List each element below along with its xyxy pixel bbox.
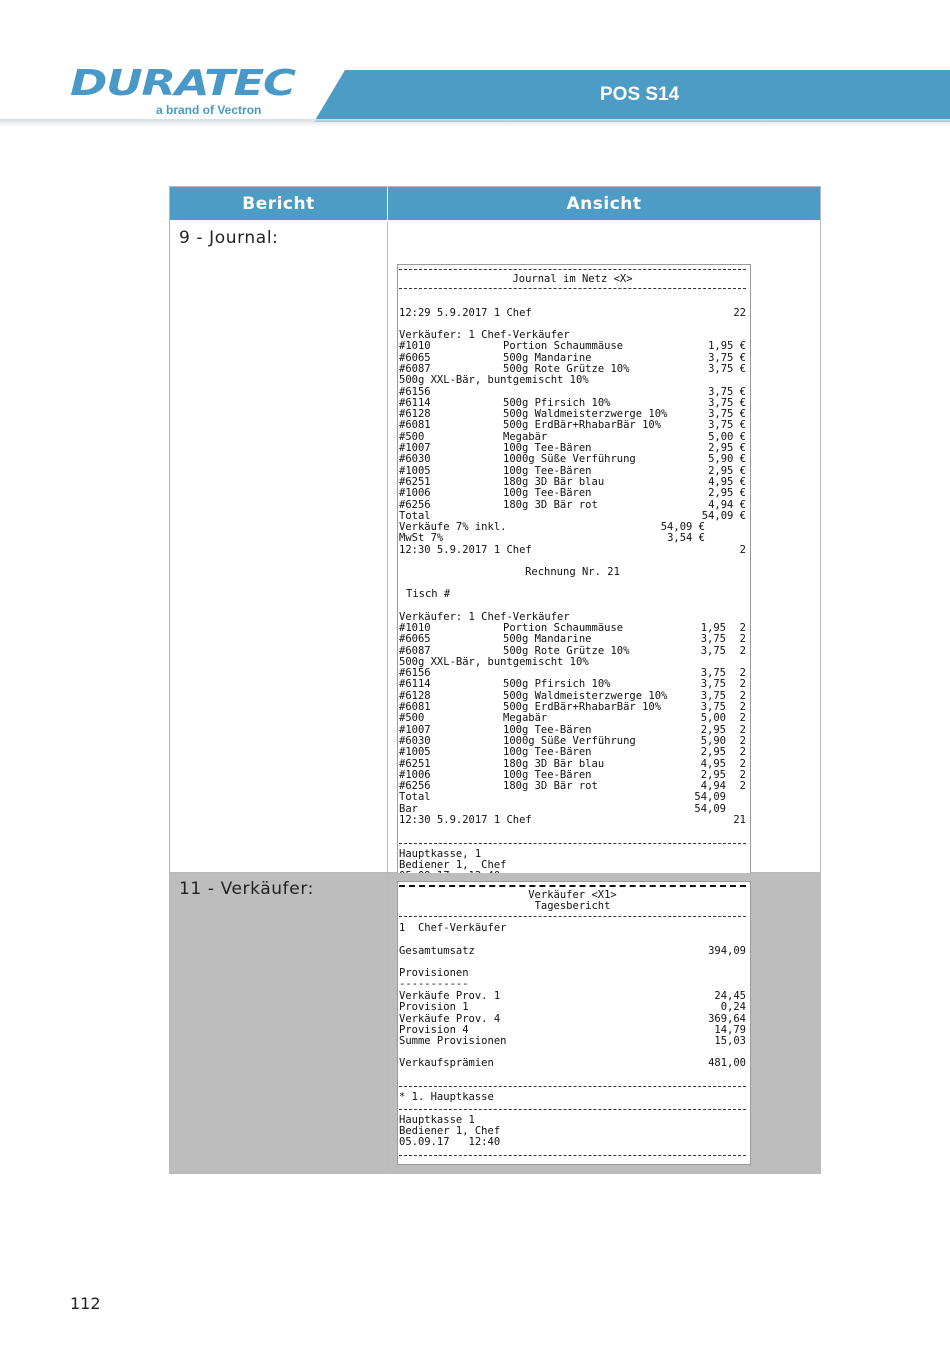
receipt-text: Portion Schaummäuse bbox=[503, 622, 624, 634]
journal-item-line bbox=[399, 691, 746, 702]
receipt-text: * 1. Hauptkasse bbox=[399, 1092, 494, 1103]
receipt-line bbox=[399, 533, 746, 544]
receipt-text: Hauptkasse 1 bbox=[399, 1115, 475, 1126]
receipt-text: 481,00 bbox=[708, 1058, 746, 1069]
receipt-text: 2 bbox=[739, 713, 746, 725]
receipt-separator bbox=[399, 1109, 746, 1110]
receipt-text: #1010 bbox=[399, 622, 431, 634]
receipt-text: Bar bbox=[399, 803, 418, 815]
receipt-text: 3,75 bbox=[700, 634, 726, 646]
receipt-text: 3,75 bbox=[700, 668, 726, 680]
receipt-text: 3,75 € bbox=[708, 420, 746, 432]
receipt-text: 2 bbox=[739, 702, 746, 713]
receipt-text: #6030 bbox=[399, 454, 431, 466]
receipt-line bbox=[399, 979, 746, 990]
receipt-text: 2,95 € bbox=[708, 443, 746, 454]
receipt-text: #6251 bbox=[399, 758, 431, 770]
receipt-text: Total bbox=[399, 792, 431, 804]
receipt-text: 180g 3D Bär rot bbox=[503, 499, 598, 511]
receipt-text: 2 bbox=[739, 668, 746, 680]
receipt-text: #1006 bbox=[399, 769, 431, 781]
report-table bbox=[169, 186, 821, 1174]
journal-title: Journal im Netz <X> bbox=[512, 274, 633, 285]
receipt-text: 4,94 bbox=[700, 781, 726, 793]
receipt-text: #6128 bbox=[399, 409, 431, 421]
receipt-text: Verkäufer: 1 Chef-Verkäufer bbox=[399, 330, 570, 341]
receipt-text: 3,54 € bbox=[667, 533, 705, 545]
receipt-text: 100g Tee-Bären bbox=[503, 724, 592, 736]
receipt-text: 2 bbox=[739, 679, 746, 691]
receipt-text: #6251 bbox=[399, 476, 431, 488]
column-divider bbox=[387, 873, 388, 1173]
receipt-text: 3,75 € bbox=[708, 397, 746, 409]
product-title: POS S14 bbox=[600, 84, 680, 105]
receipt-line bbox=[399, 1115, 746, 1126]
journal-item-line bbox=[399, 420, 746, 431]
receipt-text: #6256 bbox=[399, 781, 431, 793]
journal-item-line bbox=[399, 488, 746, 499]
receipt-text: #6081 bbox=[399, 420, 431, 432]
receipt-text: #1007 bbox=[399, 443, 431, 454]
receipt-line bbox=[399, 804, 746, 815]
receipt-text: Gesamtumsatz bbox=[399, 946, 475, 957]
journal-item-line bbox=[399, 679, 746, 690]
receipt-text: 2 bbox=[739, 622, 746, 634]
receipt-line bbox=[399, 815, 746, 826]
receipt-text: 500g XXL-Bär, buntgemischt 10% bbox=[399, 656, 589, 668]
receipt-text: Megabär bbox=[503, 713, 548, 725]
receipt-text: #6128 bbox=[399, 690, 431, 702]
logo-subtitle: a brand of Vectron bbox=[156, 103, 262, 117]
journal-item-line bbox=[399, 725, 746, 736]
receipt-line bbox=[399, 1092, 746, 1103]
receipt-separator bbox=[399, 916, 746, 917]
receipt-text: 2,95 € bbox=[708, 465, 746, 477]
receipt-text: 3,75 € bbox=[708, 409, 746, 421]
receipt-line bbox=[399, 860, 746, 871]
receipt-text: 3,75 bbox=[700, 679, 726, 691]
receipt-line bbox=[399, 274, 746, 285]
receipt-text: 24,45 bbox=[714, 991, 746, 1002]
receipt-text: 500g Waldmeisterzwerge 10% bbox=[503, 409, 668, 421]
receipt-text: 0,24 bbox=[720, 1002, 746, 1014]
receipt-text: #1006 bbox=[399, 488, 431, 500]
receipt-line bbox=[399, 890, 746, 901]
logo-wordmark: DURATEC bbox=[70, 63, 295, 104]
receipt-text: 54,09 bbox=[694, 792, 726, 804]
receipt-text: 2 bbox=[739, 724, 746, 736]
receipt-text: #6087 bbox=[399, 645, 431, 657]
receipt-text: Summe Provisionen bbox=[399, 1036, 507, 1048]
seller-report-title: Verkäufer <X1> bbox=[528, 890, 617, 901]
receipt-text: Provisionen bbox=[399, 968, 469, 979]
receipt-text: 500g XXL-Bär, buntgemischt 10% bbox=[399, 375, 589, 387]
receipt-text: 21 bbox=[733, 815, 746, 826]
receipt-text: #500 bbox=[399, 713, 425, 725]
receipt-text: 5,90 € bbox=[708, 454, 746, 466]
table-row-journal bbox=[170, 222, 820, 873]
journal-item-line bbox=[399, 500, 746, 511]
receipt-line bbox=[399, 792, 746, 803]
seller-report-subtitle: Tagesbericht bbox=[534, 901, 611, 912]
receipt-text: 2 bbox=[739, 781, 746, 793]
journal-item-line bbox=[399, 713, 746, 724]
commission-line bbox=[399, 991, 746, 1002]
receipt-line bbox=[399, 901, 746, 912]
receipt-text: 180g 3D Bär rot bbox=[503, 781, 598, 793]
receipt-text: 14,79 bbox=[714, 1024, 746, 1036]
receipt-text: 500g Pfirsich 10% bbox=[503, 397, 611, 409]
receipt-separator bbox=[399, 843, 746, 844]
receipt-text: 2,95 bbox=[700, 724, 726, 736]
journal-item-line bbox=[399, 409, 746, 420]
receipt-text: 500g ErdBär+RhabarBär 10% bbox=[503, 420, 662, 432]
row-label-seller: 11 - Verkäufer: bbox=[179, 879, 314, 899]
receipt-text: 100g Tee-Bären bbox=[503, 488, 592, 500]
receipt-separator bbox=[399, 1086, 746, 1087]
journal-item-line bbox=[399, 443, 746, 454]
receipt-line bbox=[399, 1137, 746, 1148]
receipt-separator bbox=[399, 1155, 746, 1156]
receipt-text: 54,09 € bbox=[660, 522, 705, 534]
journal-item-line bbox=[399, 781, 746, 792]
journal-item-line bbox=[399, 623, 746, 634]
column-header-report: Bericht bbox=[170, 187, 388, 220]
receipt-text: 1000g Süße Verführung bbox=[503, 735, 636, 747]
receipt-text: 4,95 bbox=[700, 758, 726, 770]
receipt-text: 15,03 bbox=[714, 1036, 746, 1048]
receipt-text: 2,95 bbox=[700, 769, 726, 781]
receipt-text: #6114 bbox=[399, 397, 431, 409]
journal-item-line bbox=[399, 398, 746, 409]
receipt-text: Tisch # bbox=[406, 589, 451, 601]
receipt-text: #1007 bbox=[399, 724, 431, 736]
journal-item-line bbox=[399, 387, 746, 398]
receipt-text: 54,09 € bbox=[701, 510, 746, 522]
journal-item-line bbox=[399, 353, 746, 364]
commission-line bbox=[399, 1014, 746, 1025]
receipt-text: 12:30 5.9.2017 1 Chef bbox=[399, 544, 532, 556]
commission-line bbox=[399, 1036, 746, 1047]
receipt-text: 500g Mandarine bbox=[503, 352, 592, 364]
receipt-text: 500g Waldmeisterzwerge 10% bbox=[503, 690, 668, 702]
receipt-text: 500g Mandarine bbox=[503, 634, 592, 646]
invoice-number: Rechnung Nr. 21 bbox=[525, 567, 620, 578]
receipt-text: 1000g Süße Verführung bbox=[503, 454, 636, 466]
receipt-line bbox=[399, 946, 746, 957]
receipt-text: 2 bbox=[739, 758, 746, 770]
journal-item-line bbox=[399, 646, 746, 657]
receipt-text: 3,75 € bbox=[708, 352, 746, 364]
receipt-text: #6087 bbox=[399, 363, 431, 375]
journal-item-line bbox=[399, 341, 746, 352]
receipt-text: 2 bbox=[739, 645, 746, 657]
receipt-text: 3,75 bbox=[700, 702, 726, 713]
receipt-text: 2 bbox=[739, 634, 746, 646]
receipt-text: 1,95 € bbox=[708, 341, 746, 353]
receipt-text: 100g Tee-Bären bbox=[503, 747, 592, 759]
receipt-text: ----------- bbox=[399, 979, 469, 990]
receipt-text: 369,64 bbox=[708, 1013, 746, 1025]
receipt-text: 5,00 bbox=[700, 713, 726, 725]
receipt-text: #6114 bbox=[399, 679, 431, 691]
receipt-text: 12:30 5.9.2017 1 Chef bbox=[399, 815, 532, 826]
receipt-text: 3,75 bbox=[700, 690, 726, 702]
commission-line bbox=[399, 1025, 746, 1036]
receipt-text: Verkäufe 7% inkl. bbox=[399, 522, 507, 534]
receipt-text: 2 bbox=[739, 769, 746, 781]
receipt-text: Total bbox=[399, 510, 431, 522]
receipt-text: 1,95 bbox=[700, 622, 726, 634]
receipt-text: 2 bbox=[739, 544, 746, 556]
receipt-text: 100g Tee-Bären bbox=[503, 769, 592, 781]
receipt-text: 500g Pfirsich 10% bbox=[503, 679, 611, 691]
receipt-text: 2 bbox=[739, 747, 746, 759]
receipt-text: 2,95 € bbox=[708, 488, 746, 500]
receipt-text: #6065 bbox=[399, 634, 431, 646]
receipt-text: 100g Tee-Bären bbox=[503, 465, 592, 477]
journal-item-line bbox=[399, 454, 746, 465]
table-row-seller bbox=[170, 873, 820, 1173]
journal-item-line bbox=[399, 477, 746, 488]
receipt-text: 3,75 € bbox=[708, 363, 746, 375]
journal-item-line bbox=[399, 657, 746, 668]
receipt-text: #6156 bbox=[399, 668, 431, 680]
receipt-text: Provision 4 bbox=[399, 1024, 469, 1036]
receipt-text: 4,94 € bbox=[708, 499, 746, 511]
duratec-logo bbox=[70, 63, 310, 122]
receipt-line bbox=[399, 522, 746, 533]
receipt-text: 5,00 € bbox=[708, 431, 746, 443]
receipt-text: 100g Tee-Bären bbox=[503, 443, 592, 454]
receipt-line bbox=[399, 968, 746, 979]
column-divider bbox=[387, 222, 388, 872]
journal-item-line bbox=[399, 432, 746, 443]
table-header bbox=[170, 187, 820, 222]
receipt-separator bbox=[399, 885, 746, 887]
receipt-text: Hauptkasse, 1 bbox=[399, 849, 482, 860]
receipt-text: 500g ErdBär+RhabarBär 10% bbox=[503, 702, 662, 713]
receipt-line bbox=[399, 612, 746, 623]
receipt-line bbox=[399, 511, 746, 522]
journal-item-line bbox=[399, 747, 746, 758]
receipt-text: #1005 bbox=[399, 747, 431, 759]
receipt-text: 500g Rote Grütze 10% bbox=[503, 645, 630, 657]
receipt-line bbox=[399, 923, 746, 934]
receipt-text: 180g 3D Bär blau bbox=[503, 476, 605, 488]
receipt-text: Verkäufe Prov. 1 bbox=[399, 991, 501, 1002]
column-header-view: Ansicht bbox=[566, 194, 642, 214]
journal-item-line bbox=[399, 668, 746, 679]
receipt-separator bbox=[399, 288, 746, 289]
receipt-text: Megabär bbox=[503, 431, 548, 443]
journal-item-line bbox=[399, 759, 746, 770]
receipt-text: 5,90 bbox=[700, 735, 726, 747]
journal-item-line bbox=[399, 634, 746, 645]
journal-item-line bbox=[399, 736, 746, 747]
receipt-text: Verkäufer: 1 Chef-Verkäufer bbox=[399, 611, 570, 623]
receipt-text: Provision 1 bbox=[399, 1002, 469, 1014]
receipt-text: #6156 bbox=[399, 386, 431, 398]
receipt-text: 2 bbox=[739, 690, 746, 702]
receipt-line bbox=[399, 330, 746, 341]
receipt-text: #500 bbox=[399, 431, 425, 443]
receipt-text: 180g 3D Bär blau bbox=[503, 758, 605, 770]
journal-item-line bbox=[399, 770, 746, 781]
journal-receipt bbox=[397, 264, 751, 898]
receipt-text: #6081 bbox=[399, 702, 431, 713]
row-label-journal: 9 - Journal: bbox=[179, 228, 279, 248]
receipt-text: #6030 bbox=[399, 735, 431, 747]
receipt-text: 500g Rote Grütze 10% bbox=[503, 363, 630, 375]
receipt-line bbox=[399, 1058, 746, 1069]
receipt-text: 394,09 bbox=[708, 946, 746, 957]
receipt-line bbox=[399, 308, 746, 319]
journal-item-line bbox=[399, 364, 746, 375]
receipt-text: 3,75 bbox=[700, 645, 726, 657]
receipt-text: 3,75 € bbox=[708, 386, 746, 398]
receipt-text: Bediener 1, Chef bbox=[399, 860, 507, 871]
receipt-text: MwSt 7% bbox=[399, 533, 444, 545]
receipt-line bbox=[399, 1126, 746, 1137]
receipt-line bbox=[399, 567, 746, 578]
receipt-text: 2 bbox=[739, 735, 746, 747]
page-number: 112 bbox=[70, 1294, 101, 1313]
receipt-line bbox=[399, 545, 746, 556]
receipt-text: 1 Chef-Verkäufer bbox=[399, 923, 507, 934]
commission-line bbox=[399, 1002, 746, 1013]
receipt-text: #1005 bbox=[399, 465, 431, 477]
receipt-text: 2,95 bbox=[700, 747, 726, 759]
receipt-text: Verkäufe Prov. 4 bbox=[399, 1013, 501, 1025]
journal-item-line bbox=[399, 702, 746, 713]
receipt-line bbox=[399, 849, 746, 860]
receipt-text: #6256 bbox=[399, 499, 431, 511]
receipt-text: 12:29 5.9.2017 1 Chef bbox=[399, 308, 532, 319]
receipt-text: 05.09.17 12:40 bbox=[399, 1137, 501, 1148]
journal-item-line bbox=[399, 466, 746, 477]
page-header bbox=[0, 0, 950, 130]
receipt-text: 54,09 bbox=[694, 803, 726, 815]
receipt-line bbox=[399, 589, 746, 600]
seller-report-receipt bbox=[397, 881, 751, 1165]
receipt-text: 4,95 € bbox=[708, 476, 746, 488]
receipt-text: Portion Schaummäuse bbox=[503, 341, 624, 353]
receipt-text: #6065 bbox=[399, 352, 431, 364]
receipt-separator bbox=[399, 269, 746, 270]
receipt-text: Bediener 1, Chef bbox=[399, 1126, 501, 1137]
receipt-text: Verkaufsprämien bbox=[399, 1058, 494, 1069]
receipt-text: 22 bbox=[733, 308, 746, 319]
journal-item-line bbox=[399, 375, 746, 386]
receipt-text: #1010 bbox=[399, 341, 431, 353]
